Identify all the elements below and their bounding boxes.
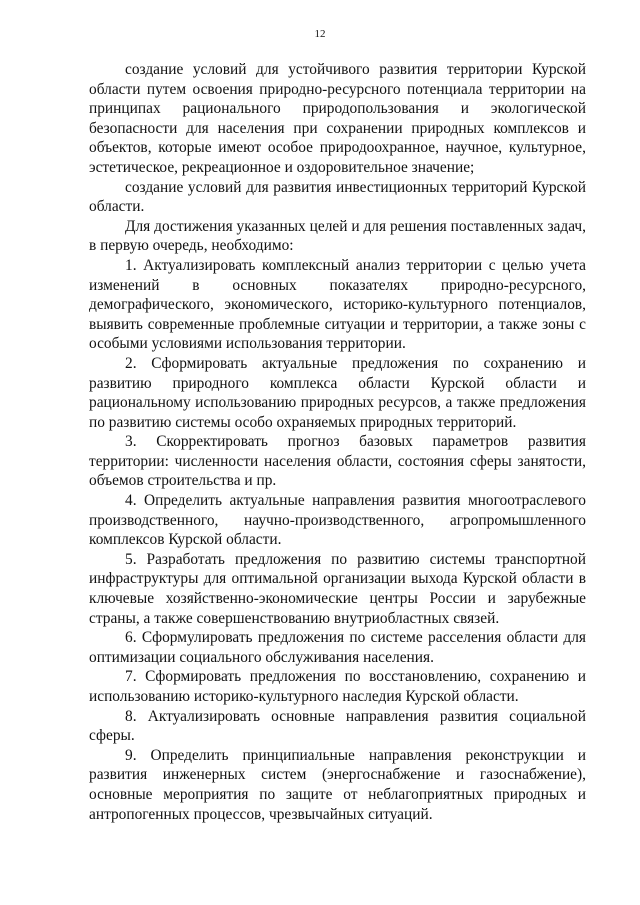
- list-item-6: 6. Сформулировать предложения по системе расселения области для оптимизации социального обслуживания населения.: [89, 629, 586, 666]
- page-number: 12: [314, 28, 326, 40]
- list-item-5: 5. Разработать предложения по развитию системы транспортной инфраструктуры для оптимальной организации выхода Курской области в ключевые хозяйственно-экономические центры России и зарубежные страны, а также совершенствованию внутриобластных связей.: [89, 550, 586, 627]
- paragraph-goal-sustainable-development: создание условий для устойчивого развития территории Курской области путем освоения природно-ресурсного потенциала территории на принципах рационального природопользования и экологической безопасности для населения при сохранении природных комплексов и объектов, которые имеют особое природоохранное, научное, культурное, эстетическое, рекреационное и оздоровительное значение;: [89, 61, 586, 176]
- list-item-7: 7. Сформировать предложения по восстановлению, сохранению и использованию историко-культурного наследия Курской области.: [89, 668, 586, 705]
- paragraph-goal-investment-territories: создание условий для развития инвестиционных территорий Курской области.: [89, 178, 586, 216]
- list-item-9: 9. Определить принципиальные направления реконструкции и развития инженерных систем (энергоснабжение и газоснабжение), основные мероприятия по защите от неблагоприятных природных и антропогенных процессов, чрезвычайных ситуаций.: [89, 746, 586, 823]
- list-item-2: 2. Сформировать актуальные предложения по сохранению и развитию природного комплекса области Курской области и рациональному использованию природных ресурсов, а также предложения по развитию системы особо охраняемых природных территорий.: [89, 354, 586, 431]
- paragraph-tasks-intro: Для достижения указанных целей и для решения поставленных задач, в первую очередь, необходимо:: [89, 217, 586, 255]
- list-item-3: 3. Скорректировать прогноз базовых параметров развития территории: численности населения области, состояния сферы занятости, объемов строительства и пр.: [89, 433, 586, 490]
- list-item-8: 8. Актуализировать основные направления развития социальной сферы.: [89, 707, 586, 745]
- list-item-1: 1. Актуализировать комплексный анализ территории с целью учета изменений в основных показателях природно-ресурсного, демографического, экономического, историко-культурного потенциалов, выявить современные проблемные ситуации и территории, а также зоны с особыми условиями использования территории.: [89, 256, 586, 353]
- document-body: [89, 60, 586, 824]
- list-item-4: 4. Определить актуальные направления развития многоотраслевого производственного, научно-производственного, агропромышленного комплексов Курской области.: [89, 492, 586, 549]
